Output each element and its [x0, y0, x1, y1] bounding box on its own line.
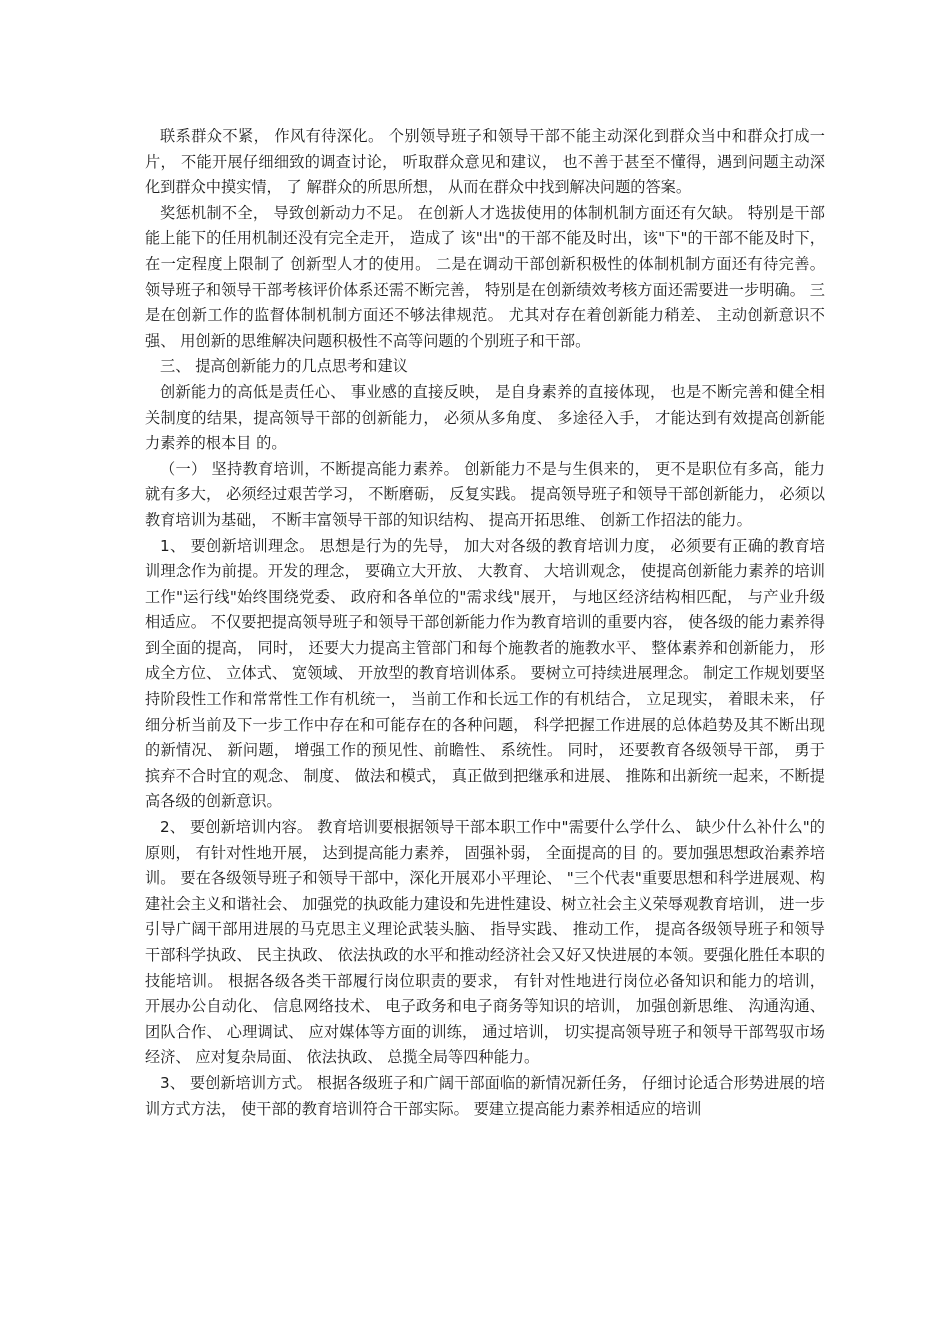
paragraph-training-method: 3、 要创新培训方式。 根据各级班子和广阔干部面临的新情况新任务， 仔细讨论适合形势进展的培训方式方法， 使干部的教育培训符合干部实际。 要建立提高能力素养相适应的培训 — [145, 1073, 825, 1118]
paragraph-innovation-overview: 创新能力的高低是责任心、 事业感的直接反映， 是自身素养的直接体现， 也是不断完善和健全相关制度的结果，提高领导干部的创新能力， 必须从多角度、 多途径入手， 才能达到有效提高创新能力素养的根本目 的。 — [145, 382, 825, 453]
paragraph-education-training: （一） 坚持教育培训，不断提高能力素养。 创新能力不是与生俱来的， 更不是职位有多高，能力就有多大， 必须经过艰苦学习， 不断磨砺， 反复实践。 提高领导班子和领导干部创新能力， 必须以教育培训为基础， 不断丰富领导干部的知识结构、 提高开拓思维、 创新工作招法的能力。 — [145, 459, 825, 529]
paragraph-training-content: 2、 要创新培训内容。 教育培训要根据领导干部本职工作中"需要什么学什么、 缺少什么补什么"的原则， 有针对性地开展， 达到提高能力素养， 固强补弱， 全面提高的目 的。要加强思想政治素养培训。 要在各级领导班子和领导干部中，深化开展邓小平理论、 "三个代表"重要思想和科学进展观、构建社会主义和谐社会、 加强党的执政能力建设和先进性建设、树立社会主义荣辱观教育培训， 进一步引导广阔干部用进展的马克思主义理论武装头脑、 指导实践、 推动工作， 提高各级领导班子和领导干部科学执政、 民主执政、 依法执政的水平和推动经济社会又好又快进展的本领。要强化胜任本职的技能培训。 根据各级各类干部履行岗位职责的要求， 有针对性地进行岗位必备知识和能力的培训， 开展办公自动化、 信息网络技术、 电子政务和电子商务等知识的培训， 加强创新思维、 沟通沟通、 团队合作、 心理调试、 应对媒体等方面的训练， 通过培训， 切实提高领导班子和领导干部驾驭市场经济、 应对复杂局面、 依法执政、 总揽全局等四种能力。 — [145, 818, 825, 1067]
paragraph-incentive-mechanism: 奖惩机制不全， 导致创新动力不足。 在创新人才选拔使用的体制机制方面还有欠缺。 特别是干部能上能下的任用机制还没有完全走开， 造成了 该"出"的干部不能及时出，该"下"的干部不能及时下， 在一定程度上限制了 创新型人才的使用。 二是在调动干部创新积极性的体制机制方面还有待完善。 领导班子和领导干部考核评价体系还需不断完善， 特别是在创新绩效考核方面还需要进一步明确。 三是在创新工作的监督体制机制方面还不够法律规范。 尤其对存在着创新能力稍差、 主动创新意识不强、 用创新的思维解决问题积极性不高等问题的个别班子和干部。 — [145, 203, 825, 350]
section-heading-3: 三、 提高创新能力的几点思考和建议 — [160, 357, 408, 376]
document-body — [145, 124, 825, 1122]
paragraph-training-concept: 1、 要创新培训理念。 思想是行为的先导， 加大对各级的教育培训力度， 必须要有正确的教育培训理念作为前提。开发的理念， 要确立大开放、 大教育、 大培训观念， 使提高创新能力素养的培训工作"运行线"始终围绕党委、 政府和各单位的"需求线"展开， 与地区经济结构相匹配， 与产业升级相适应。 不仅要把提高领导班子和领导干部创新能力作为教育培训的重要内容， 使各级的能力素养得到全面的提高， 同时， 还要大力提高主管部门和每个施教者的施教水平、 整体素养和创新能力， 形成全方位、 立体式、 宽领域、 开放型的教育培训体系。 要树立可持续进展理念。 制定工作规划要坚持阶段性工作和常常性工作有机统一， 当前工作和长远工作的有机结合， 立足现实， 着眼未来， 仔细分析当前及下一步工作中存在和可能存在的各种问题， 科学把握工作进展的总体趋势及其不断出现的新情况、 新问题， 增强工作的预见性、前瞻性、 系统性。 同时， 还要教育各级领导干部， 勇于摈弃不合时宜的观念、 制度、 做法和模式， 真正做到把继承和进展、 推陈和出新统一起来，不断提高各级的创新意识。 — [145, 536, 825, 811]
paragraph-mass-connection: 联系群众不紧， 作风有待深化。 个别领导班子和领导干部不能主动深化到群众当中和群众打成一片， 不能开展仔细细致的调查讨论， 听取群众意见和建议， 也不善于甚至不懂得，遇到问题主动深化到群众中摸实情， 了 解群众的所思所想， 从而在群众中找到解决问题的答案。 — [145, 127, 825, 197]
